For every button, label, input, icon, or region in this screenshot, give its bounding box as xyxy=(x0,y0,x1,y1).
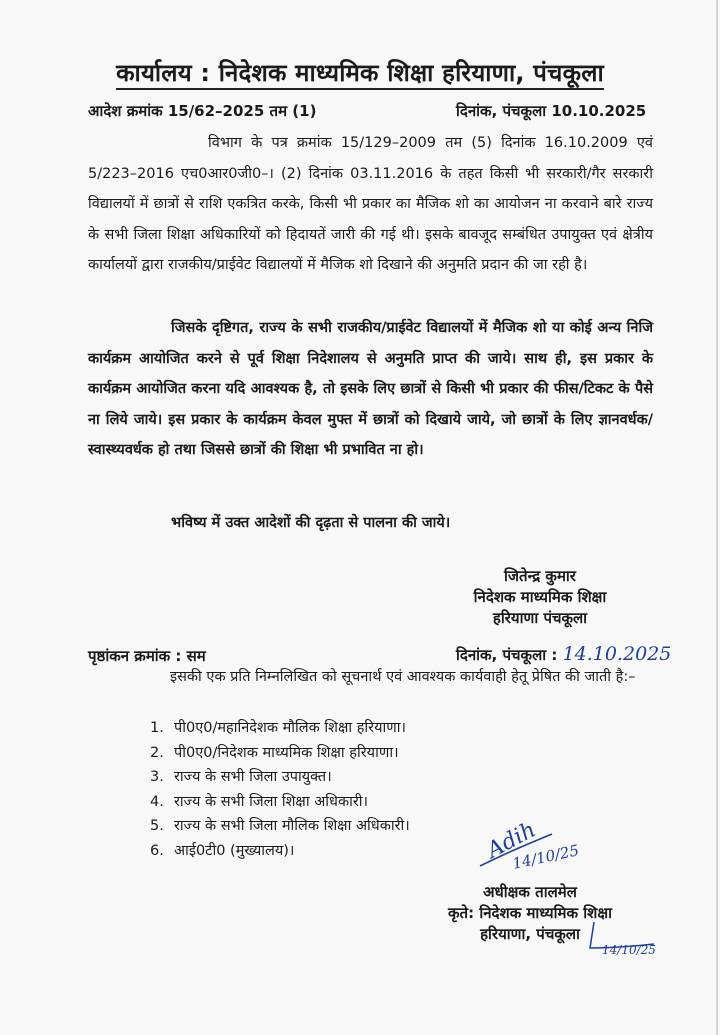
signature-stroke-icon xyxy=(478,830,558,870)
list-item: 5. राज्य के सभी जिला मौलिक शिक्षा अधिकारी। xyxy=(150,818,410,835)
paragraph-directive: जिसके दृष्टिगत, राज्य के सभी राजकीय/प्राईवेट विद्यालयों में मैजिक शो या कोई अन्य निजि कार्यक्रम आयोजित करने से पूर्व शिक्षा निदेशालय से अनुमति प्राप्त की जाये। साथ ही, इस प्रकार के कार्यक्रम आयोजित करना यदि आवश्यक है, तो इसके लिए छात्रों से किसी भी प्रकार की फीस/टिकट के पैसे ना लिये जाये। इस प्रकार के कार्यक्रम केवल मुफ्त में छात्रों को दिखाये जाये, जो छात्रों के लिए ज्ञानवर्धक/स्वास्थ्यवर्धक हो तथा जिससे छात्रों की शिक्षा भी प्रभावित ना हो। xyxy=(88,320,653,458)
second-signatory-designation: अधीक्षक तालमेल xyxy=(483,883,577,901)
handwritten-date: 14.10.2025 xyxy=(562,643,672,665)
second-signatory-on-behalf: कृते: निदेशक माध्यमिक शिक्षा xyxy=(448,904,612,922)
paragraph-compliance: भविष्य में उक्त आदेशों की दृढ़ता से पालना की जाये। xyxy=(171,515,451,531)
handwritten-initials-date: 14/10/25 xyxy=(510,841,581,873)
list-item: 2. पी0ए0/निदेशक माध्यमिक शिक्षा हरियाणा। xyxy=(150,744,399,761)
order-date: दिनांक, पंचकूला 10.10.2025 xyxy=(456,102,647,120)
list-item: 6. आई0टी0 (मुख्यालय)। xyxy=(150,842,295,859)
signatory-designation: निदेशक माध्यमिक शिक्षा xyxy=(473,588,607,606)
endorsement-number: पृष्ठांकन क्रमांक : सम xyxy=(88,647,206,665)
signatory-location: हरियाणा पंचकूला xyxy=(492,609,588,627)
signatory-name: जितेन्द्र कुमार xyxy=(504,567,576,585)
signatory-block xyxy=(440,566,640,629)
endorsement-date: दिनांक, पंचकूला : 14.10.2025 xyxy=(456,643,672,665)
endorsement-intro: इसकी एक प्रति निम्नलिखित को सूचनार्थ एवं आवश्यक कार्यवाही हेतू प्रेषित की जाती है:– xyxy=(170,669,636,685)
margin-date: 14/10/25 xyxy=(602,943,656,957)
list-item: 3. राज्य के सभी जिला उपायुक्त। xyxy=(150,769,332,786)
second-signatory-location: हरियाणा, पंचकूला xyxy=(480,925,580,943)
order-number: आदेश क्रमांक 15/62–2025 तम (1) xyxy=(88,102,317,120)
paragraph-background: विभाग के पत्र क्रमांक 15/129–2009 तम (5) दिनांक 16.10.2009 एवं 5/223–2016 एच0आर0जी0–। (2) दिनांक 03.11.2016 के तहत किसी भी सरकारी/गैर सरकारी विद्यालयों में छात्रों से राशि एकत्रित करके, किसी भी प्रकार का मैजिक शो का आयोजन ना करवाने बारे राज्य के सभी जिला शिक्षा अधिकारियों को हिदायतें जारी की गई थी। इसके बावजूद सम्बंधित उपायुक्त एवं क्षेत्रीय कार्यालयों द्वारा राजकीय/प्राईवेट विद्यालयों में मैजिक शो दिखाने की अनुमति प्रदान की जा रही है। xyxy=(88,135,653,273)
office-title: कार्यालय : निदेशक माध्यमिक शिक्षा हरियाणा, पंचकूला xyxy=(0,56,720,89)
handwritten-initials: Adih xyxy=(483,817,541,864)
list-item: 4. राज्य के सभी जिला शिक्षा अधिकारी। xyxy=(150,793,369,810)
recipient-list xyxy=(150,716,410,864)
list-item: 1. पी0ए0/महानिदेशक मौलिक शिक्षा हरियाणा। xyxy=(150,720,406,736)
